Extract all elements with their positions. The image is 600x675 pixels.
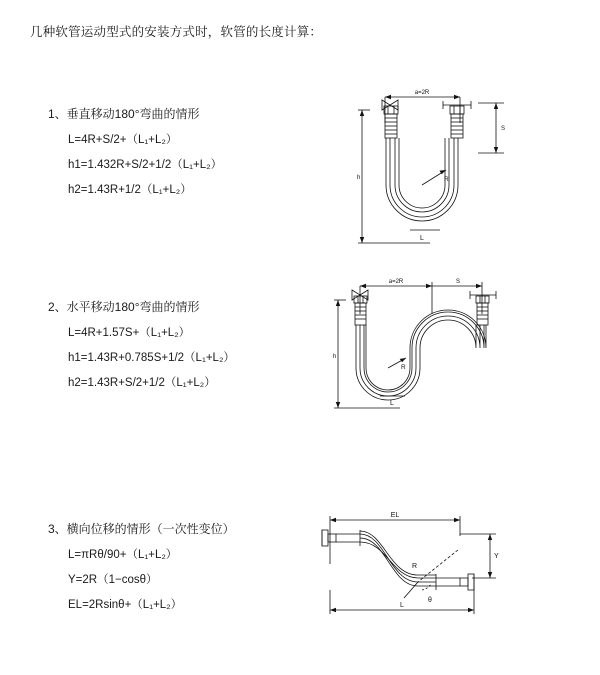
lateral-offset-diagram	[300, 490, 560, 630]
dim-label-l: L	[420, 235, 424, 242]
section-1-formula-3: h2=1.43R+1/2（L₁+L₂）	[68, 184, 192, 196]
dim-label-h-2: h	[333, 354, 337, 360]
section-2-formula-2: h1=1.43R+0.785S+1/2（L₁+L₂）	[68, 352, 235, 364]
section-1-formula-2: h1=1.432R+S/2+1/2（L₁+L₂）	[68, 159, 223, 171]
dim-label-theta: θ	[428, 597, 432, 604]
section-1-title: 1、垂直移动180°弯曲的情形	[48, 107, 200, 121]
horizontal-180-bend-diagram	[300, 268, 550, 448]
dim-label-el: EL	[390, 512, 400, 519]
dim-label-a2r-2: a=2R	[388, 279, 404, 285]
dim-label-r-3: R	[412, 563, 418, 570]
section-3-text	[48, 520, 298, 621]
dim-label-r-2: R	[401, 364, 406, 371]
section-3-formula-2: Y=2R（1−cosθ）	[68, 574, 158, 586]
dim-label-s: S	[501, 126, 506, 132]
dim-label-y: Y	[494, 553, 499, 560]
dim-label-r: R	[444, 176, 449, 183]
vertical-180-bend-diagram	[300, 75, 550, 275]
vertical-180-bend-svg	[300, 75, 550, 275]
dim-label-s-2: S	[455, 279, 461, 285]
dim-label-a2r: a=2R	[414, 90, 430, 96]
dim-label-l-3: L	[400, 602, 404, 609]
section-3-formula-3: EL=2Rsinθ+（L₁+L₂）	[68, 599, 183, 611]
dim-label-h: h	[357, 175, 361, 181]
section-3-formula-1: L=πRθ/90+（L₁+L₂）	[68, 549, 178, 561]
lateral-offset-svg	[300, 490, 560, 630]
page-title: 几种软管运动型式的安装方式时，软管的长度计算：	[30, 25, 323, 39]
section-2-title: 2、水平移动180°弯曲的情形	[48, 300, 200, 314]
section-1-text	[48, 105, 298, 206]
section-2-formula-3: h2=1.43R+S/2+1/2（L₁+L₂）	[68, 377, 216, 389]
dim-label-l-2: L	[390, 400, 394, 407]
horizontal-180-bend-svg	[300, 268, 550, 448]
section-3-title: 3、横向位移的情形（一次性变位）	[48, 522, 235, 536]
section-1-formula-1: L=4R+S/2+（L₁+L₂）	[68, 134, 178, 146]
section-2-text	[48, 298, 298, 399]
section-2-formula-1: L=4R+1.57S+（L₁+L₂）	[68, 327, 191, 339]
